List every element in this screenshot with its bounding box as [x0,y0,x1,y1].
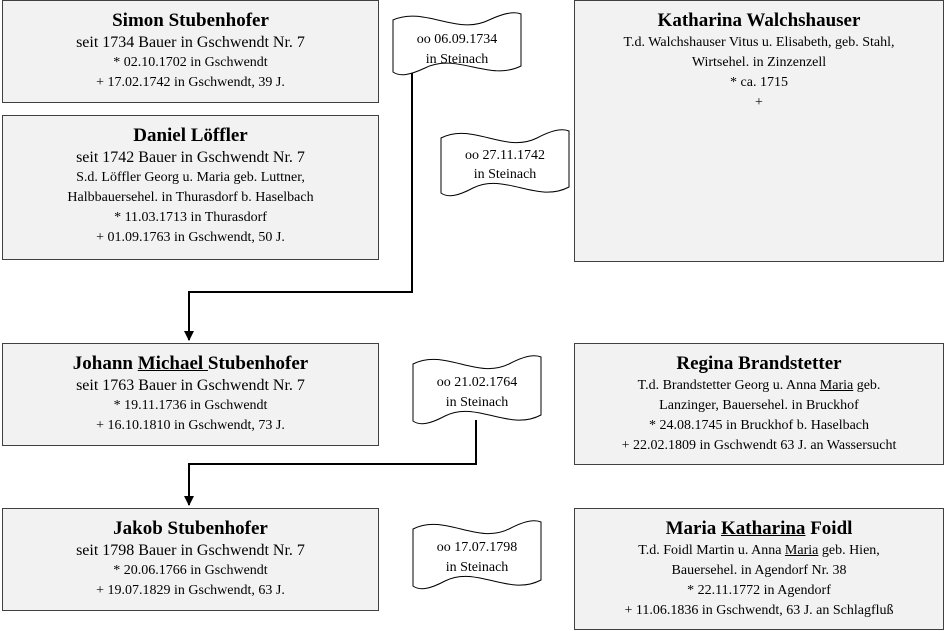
person-birth: * 24.08.1745 in Bruckhof b. Haselbach [648,418,870,433]
underlined-name: Katharina [720,518,806,539]
person-parents-origin: Wirtsehel. in Zinzenzell [691,55,827,70]
person-death: + 16.10.1810 in Gschwendt, 73 J. [96,418,285,433]
person-occupation: seit 1742 Bauer in Gschwendt Nr. 7 [76,149,305,166]
person-parents-origin: Bauersehel. in Agendorf Nr. 38 [671,563,847,578]
person-box-simon-stubenhofer [2,0,379,103]
marriage-place: in Steinach [425,52,489,67]
person-parents: S.d. Löffler Georg u. Maria geb. Luttner, [76,170,305,185]
person-name: Maria Katharina Foidl [665,518,853,539]
person-birth: * 19.11.1736 in Gschwendt [113,398,268,413]
person-death: + [755,95,763,110]
marriage-place: in Steinach [445,560,509,575]
person-parents-origin: Lanzinger, Bauersehel. in Bruckhof [659,398,859,413]
person-box-maria-katharina-foidl [574,508,944,630]
marriage-date: oo 21.02.1764 [436,375,518,390]
person-box-daniel-loeffler [2,115,379,260]
person-name: Katharina Walchshauser [657,10,861,31]
person-box-johann-michael-stubenhofer [2,343,379,446]
person-name: Simon Stubenhofer [112,10,269,31]
marriage-date: oo 27.11.1742 [465,148,545,163]
person-parents: T.d. Brandstetter Georg u. Anna Maria geb. [637,378,881,393]
person-name: Daniel Löffler [133,125,248,146]
marriage-place: in Steinach [473,167,537,182]
person-death: + 11.06.1836 in Gschwendt, 63 J. an Schlagfluß [624,603,894,618]
marriage-scroll-1742 [440,124,570,202]
person-parents-origin: Halbbauersehel. in Thurasdorf b. Haselbach [67,190,314,205]
marriage-place: in Steinach [445,395,509,410]
person-occupation: seit 1798 Bauer in Gschwendt Nr. 7 [76,542,305,559]
person-death: + 01.09.1763 in Gschwendt, 50 J. [96,230,285,245]
person-birth: * 11.03.1713 in Thurasdorf [114,210,267,225]
underlined-name: Michael [137,353,208,374]
person-birth: * 02.10.1702 in Gschwendt [113,55,268,70]
person-occupation: seit 1734 Bauer in Gschwendt Nr. 7 [76,34,305,51]
marriage-scroll-1764 [412,350,542,430]
person-death: + 19.07.1829 in Gschwendt, 63 J. [96,583,285,598]
person-name: Jakob Stubenhofer [113,518,268,539]
marriage-date: oo 17.07.1798 [436,540,518,555]
person-birth: * 20.06.1766 in Gschwendt [113,563,268,578]
person-death: + 22.02.1809 in Gschwendt 63 J. an Wassersucht [621,438,897,453]
person-name: Johann Michael Stubenhofer [72,353,309,374]
person-parents: T.d. Foidl Martin u. Anna Maria geb. Hien, [638,543,880,558]
person-death: + 17.02.1742 in Gschwendt, 39 J. [96,75,285,90]
marriage-scroll-1798 [412,515,542,595]
person-birth: * 22.11.1772 in Agendorf [687,583,831,598]
person-occupation: seit 1763 Bauer in Gschwendt Nr. 7 [76,377,305,394]
person-parents: T.d. Walchshauser Vitus u. Elisabeth, geb. Stahl, [623,35,895,50]
person-box-jakob-stubenhofer [2,508,379,611]
marriage-date: oo 06.09.1734 [416,32,498,47]
person-box-katharina-walchshauser [574,0,944,262]
person-box-regina-brandstetter [574,343,944,465]
person-birth: * ca. 1715 [730,75,788,90]
marriage-scroll-1734 [392,8,522,80]
person-name: Regina Brandstetter [676,353,842,374]
